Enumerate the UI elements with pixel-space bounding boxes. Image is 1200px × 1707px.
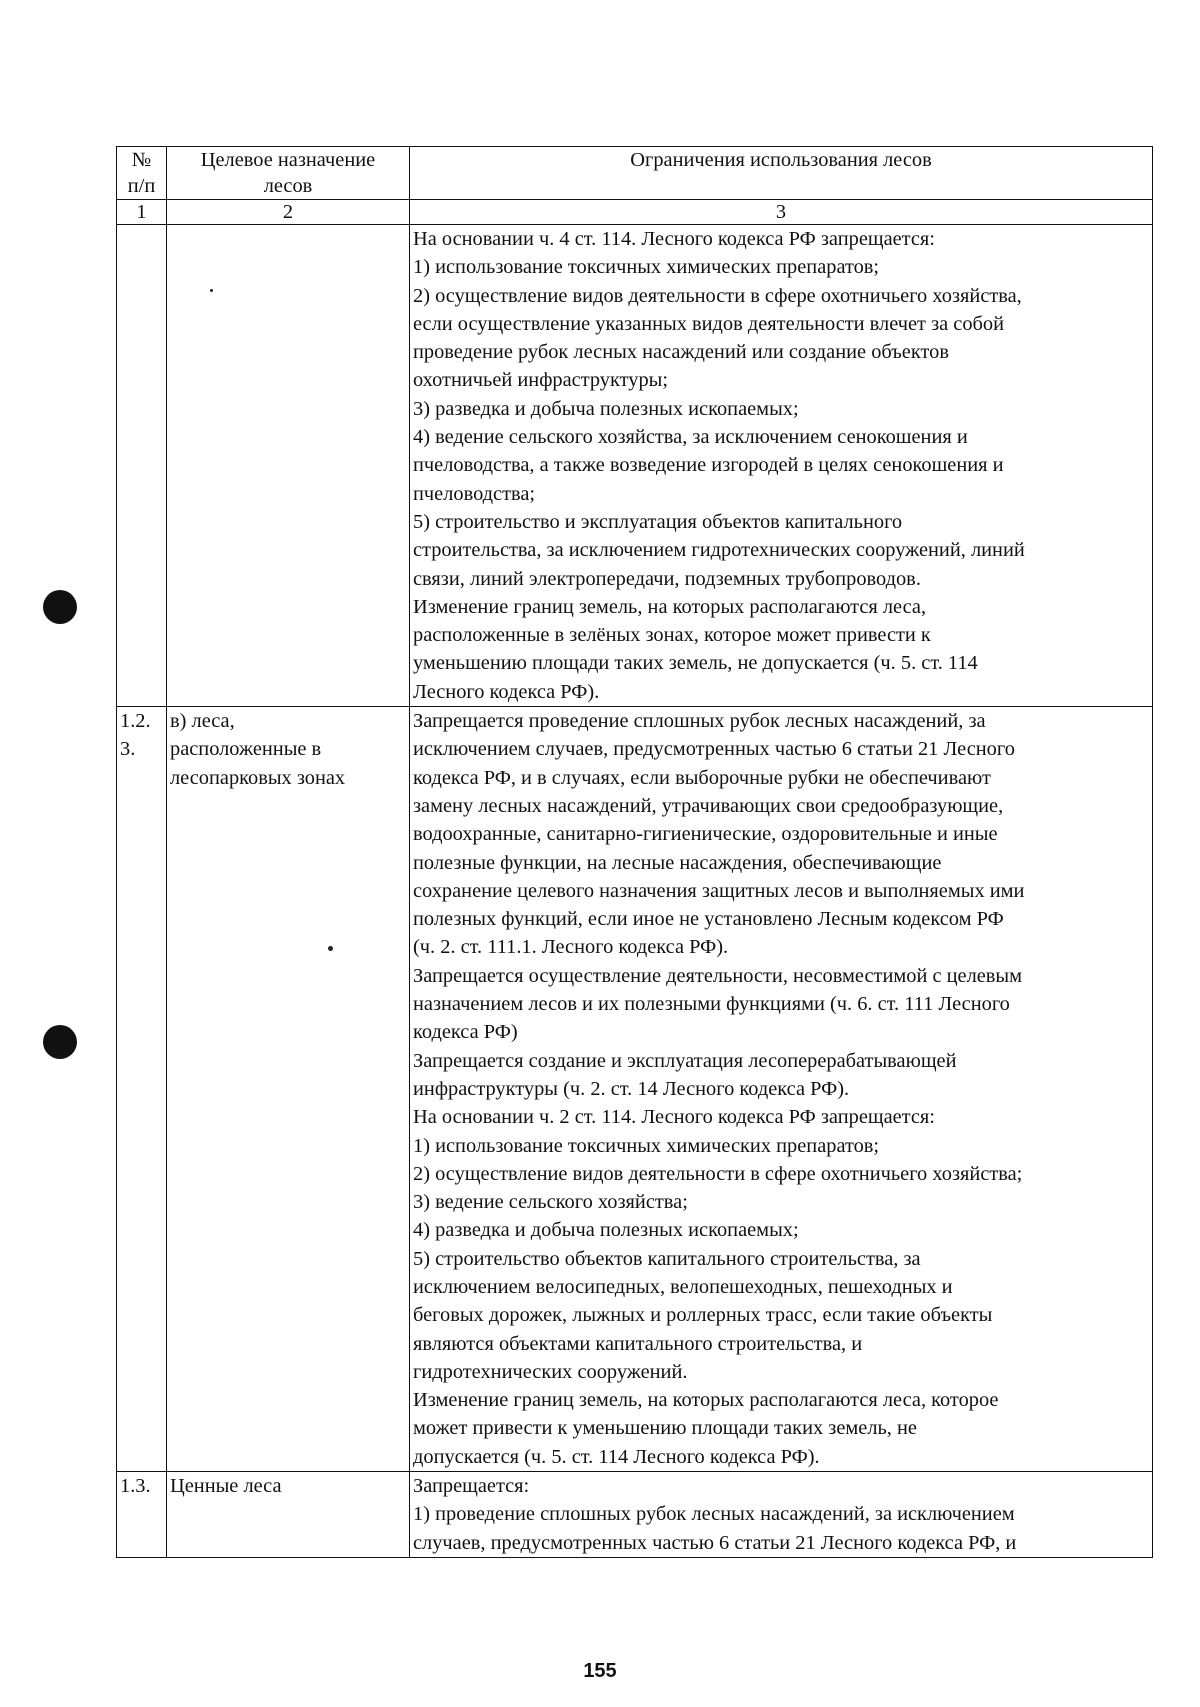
row-restrictions-line: Запрещается проведение сплошных рубок лесных насаждений, за xyxy=(413,710,986,733)
row-restrictions-line: (ч. 2. ст. 111.1. Лесного кодекса РФ). xyxy=(413,936,729,959)
row-number-line: 1.2. xyxy=(120,710,151,733)
punch-hole-bottom xyxy=(43,1025,77,1059)
row-purpose-cell xyxy=(167,225,410,707)
row-restrictions-line: инфраструктуры (ч. 2. ст. 14 Лесного кодекса РФ). xyxy=(413,1077,850,1100)
row-restrictions-line: полезные функции, на лесные насаждения, обеспечивающие xyxy=(413,851,942,874)
row-restrictions-cell xyxy=(410,225,1153,707)
table-header-row xyxy=(117,147,1153,200)
row-restrictions-line: Изменение границ земель, на которых располагаются леса, xyxy=(413,595,927,618)
row-number-line: 3. xyxy=(120,738,136,761)
row-restrictions-line: 1) использование токсичных химических препаратов; xyxy=(413,256,880,279)
header-number: № п/п xyxy=(117,147,167,200)
row-restrictions-line: 3) ведение сельского хозяйства; xyxy=(413,1191,688,1214)
row-restrictions-line: 2) осуществление видов деятельности в сфере охотничьего хозяйства, xyxy=(413,284,1022,307)
row-restrictions-line: связи, линий электропередачи, подземных трубопроводов. xyxy=(413,567,921,590)
row-restrictions-cell xyxy=(410,1472,1153,1558)
row-restrictions-line: строительства, за исключением гидротехнических сооружений, линий xyxy=(413,539,1025,562)
row-restrictions-line: 1) использование токсичных химических препаратов; xyxy=(413,1134,880,1157)
table-body xyxy=(117,225,1153,1558)
row-restrictions-line: уменьшению площади таких земель, не допускается (ч. 5. ст. 114 xyxy=(413,652,978,675)
row-restrictions-line: гидротехнических сооружений. xyxy=(413,1360,688,1383)
row-purpose-line: Ценные леса xyxy=(170,1475,282,1498)
row-restrictions-line: Лесного кодекса РФ). xyxy=(413,680,600,703)
row-restrictions-line: кодекса РФ, и в случаях, если выборочные рубки не обеспечивают xyxy=(413,766,991,789)
row-number-line: 1.3. xyxy=(120,1475,151,1498)
table-row xyxy=(117,1472,1153,1558)
row-restrictions-line: 4) ведение сельского хозяйства, за исключением сенокошения и xyxy=(413,426,968,449)
row-restrictions-line: водоохранные, санитарно-гигиенические, оздоровительные и иные xyxy=(413,823,998,846)
row-restrictions-line: может привести к уменьшению площади таких земель, не xyxy=(413,1417,917,1440)
row-restrictions-line: полезных функций, если иное не установлено Лесным кодексом РФ xyxy=(413,908,1004,931)
column-number-row xyxy=(117,200,1153,225)
row-number-cell xyxy=(117,1472,167,1558)
row-purpose-line: в) леса, xyxy=(170,710,235,733)
page-number: 155 xyxy=(583,1660,617,1682)
row-purpose-cell xyxy=(167,707,410,1472)
row-number-cell xyxy=(117,707,167,1472)
row-restrictions-line: замену лесных насаждений, утрачивающих свои средообразующие, xyxy=(413,794,1004,817)
header-restrictions: Ограничения использования лесов xyxy=(410,147,1153,200)
row-restrictions-line: Запрещается: xyxy=(413,1475,530,1498)
row-restrictions-cell xyxy=(410,707,1153,1472)
row-purpose-line: расположенные в xyxy=(170,738,322,761)
row-restrictions-line: кодекса РФ) xyxy=(413,1021,518,1044)
row-restrictions-line: 2) осуществление видов деятельности в сфере охотничьего хозяйства; xyxy=(413,1162,1023,1185)
row-restrictions-line: исключением случаев, предусмотренных частью 6 статьи 21 Лесного xyxy=(413,738,1015,761)
column-number-1: 1 xyxy=(117,200,167,225)
column-number-3: 3 xyxy=(410,200,1153,225)
row-restrictions-line: пчеловодства, а также возведение изгородей в целях сенокошения и xyxy=(413,454,1004,477)
row-restrictions-line: назначением лесов и их полезными функциями (ч. 6. ст. 111 Лесного xyxy=(413,993,1010,1016)
row-restrictions-line: Запрещается создание и эксплуатация лесоперерабатывающей xyxy=(413,1049,957,1072)
table-row xyxy=(117,225,1153,707)
row-purpose-line: лесопарковых зонах xyxy=(170,766,346,789)
row-restrictions-line: исключением велосипедных, велопешеходных, пешеходных и xyxy=(413,1275,953,1298)
row-restrictions-line: охотничьей инфраструктуры; xyxy=(413,369,669,392)
row-restrictions-line: проведение рубок лесных насаждений или создание объектов xyxy=(413,341,949,364)
row-restrictions-line: если осуществление указанных видов деятельности влечет за собой xyxy=(413,312,1004,335)
row-restrictions-line: сохранение целевого назначения защитных лесов и выполняемых ими xyxy=(413,879,1025,902)
row-restrictions-line: 5) строительство объектов капитального строительства, за xyxy=(413,1247,921,1270)
row-restrictions-line: расположенные в зелёных зонах, которое может привести к xyxy=(413,624,931,647)
row-restrictions-line: беговых дорожек, лыжных и роллерных трасс, если такие объекты xyxy=(413,1304,993,1327)
table-row xyxy=(117,707,1153,1472)
row-restrictions-line: являются объектами капитального строительства, и xyxy=(413,1332,863,1355)
row-purpose-cell xyxy=(167,1472,410,1558)
row-number-cell xyxy=(117,225,167,707)
row-restrictions-line: пчеловодства; xyxy=(413,482,536,505)
row-restrictions-line: На основании ч. 2 ст. 114. Лесного кодекса РФ запрещается: xyxy=(413,1106,935,1129)
row-restrictions-line: На основании ч. 4 ст. 114. Лесного кодекса РФ запрещается: xyxy=(413,228,935,250)
row-restrictions-line: Изменение границ земель, на которых располагаются леса, которое xyxy=(413,1389,999,1412)
row-restrictions-line: 4) разведка и добыча полезных ископаемых; xyxy=(413,1219,799,1242)
row-restrictions-line: 5) строительство и эксплуатация объектов капитального xyxy=(413,510,903,533)
punch-hole-top xyxy=(43,590,77,624)
row-restrictions-line: 1) проведение сплошных рубок лесных насаждений, за исключением xyxy=(413,1503,1015,1526)
row-restrictions-line: случаев, предусмотренных частью 6 статьи 21 Лесного кодекса РФ, и xyxy=(413,1531,1017,1554)
row-restrictions-line: 3) разведка и добыча полезных ископаемых; xyxy=(413,397,799,420)
header-purpose: Целевое назначение лесов xyxy=(167,147,410,200)
column-number-2: 2 xyxy=(167,200,410,225)
row-restrictions-line: допускается (ч. 5. ст. 114 Лесного кодекса РФ). xyxy=(413,1445,820,1468)
forest-restrictions-table xyxy=(116,146,1153,1558)
row-restrictions-line: Запрещается осуществление деятельности, несовместимой с целевым xyxy=(413,964,1023,987)
